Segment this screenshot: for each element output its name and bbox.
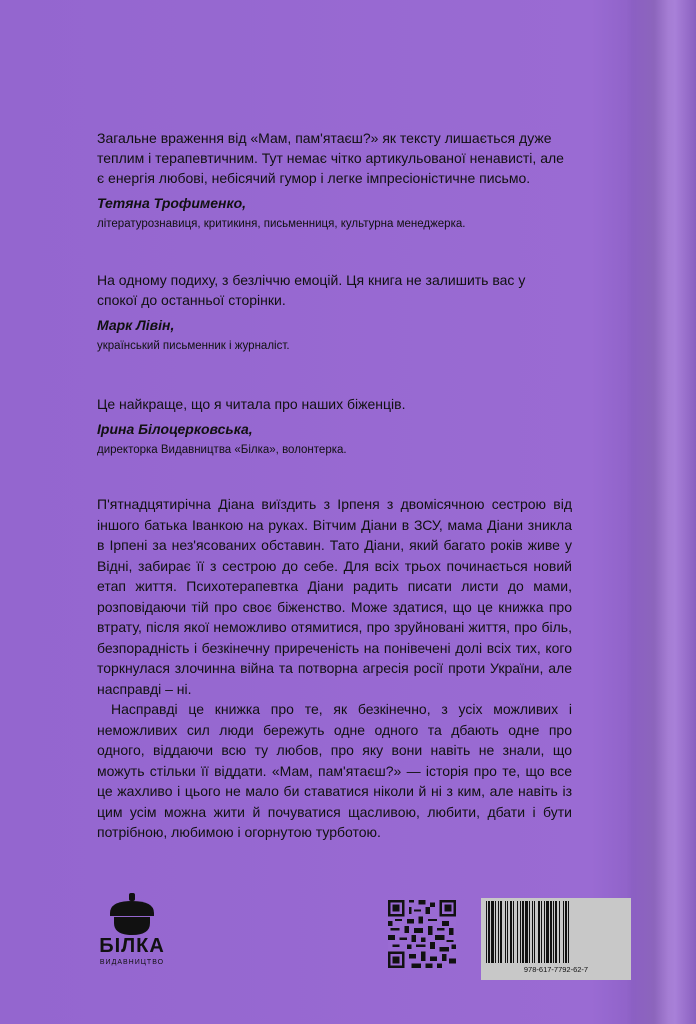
quote-author: Тетяна Трофименко, <box>97 195 247 211</box>
barcode-bar <box>563 901 564 963</box>
quote-author: Марк Лівін, <box>97 317 175 333</box>
spine-shadow <box>626 0 696 1024</box>
barcode-bar <box>495 901 496 963</box>
barcode-bar <box>553 901 554 963</box>
barcode-bar <box>565 901 567 963</box>
barcode-bar <box>505 901 506 963</box>
quote-block <box>97 270 567 354</box>
barcode-bar <box>520 901 521 963</box>
book-description <box>97 494 572 843</box>
barcode-bar <box>559 901 560 963</box>
barcode-bar <box>498 901 499 963</box>
quote-author: Ірина Білоцерковська, <box>97 421 253 437</box>
barcode-bar <box>500 901 502 963</box>
barcode-bar <box>522 901 524 963</box>
barcode-bar <box>555 901 557 963</box>
quote-text: Загальне враження від «Мам, пам'ятаєш?» як тексту лишається дуже теплим і терапевтичним. Тут немає чітко артикульованої ненависті, але є енергія любові, небісячий гумор і легке імпресіоністичне письмо. <box>97 130 564 186</box>
barcode-bar <box>507 901 508 963</box>
quotes-section <box>97 128 567 490</box>
barcode-bar <box>513 901 514 963</box>
quote-author-role: директорка Видавництва «Білка», волонтерка. <box>97 444 347 456</box>
barcode-bar <box>529 901 530 963</box>
publisher-name: БІЛКА <box>99 935 165 957</box>
quote-block <box>97 128 567 232</box>
description-paragraph: П'ятнадцятирічна Діана виїздить з Ірпеня з двомісячною сестрою від іншого батька Іванкою на руках. Вітчим Діани в ЗСУ, мама Діани зникла в Ірпені за нез'ясованих обставин. Тато Діани, який багато років живе у Відні, забирає її з сестрою до себе. Для всіх трьох починається новий етап життя. Психотерапевтка Діани радить писати листи до мами, розповідаючи тій про своє біженство. Може здатися, що це книжка про втрату, після якої неможливо отямитися, про зруйновані життя, про біль, безпорадність і безкінечну приреченість на понівечені долі всіх тих, кого торкнулася злочинна війна та потворна агресія росії проти України, але насправді – ні. <box>97 496 572 697</box>
quote-author-role: літературознавиця, критикиня, письменниця, культурна менеджерка. <box>97 218 466 230</box>
barcode-bar <box>541 901 542 963</box>
barcode-bar <box>525 901 528 963</box>
barcode-bar <box>550 901 552 963</box>
quote-text: На одному подиху, з безліччю емоцій. Ця книга не залишить вас у спокої до останньої сторінки. <box>97 272 526 308</box>
description-paragraph: Насправді це книжка про те, як безкінечно, з усіх можливих і неможливих сил люди бережуть одне одного та дбають одне про одного, віддаючи всю ту любов, про яку вони навіть не знали, що можуть стільки її віддати. «Мам, пам'ятаєш?» — історія про те, що все це жахливо і цього не мало би ставатися ніколи й ні з ким, але навіть із цим усім можна жити й почуватися щасливою, любити, дбати і бути потрібною, любимою і огорнутою турботою. <box>97 701 572 840</box>
barcode-bar <box>488 901 490 963</box>
barcode-bar <box>532 901 533 963</box>
quote-text: Це найкраще, що я читала про наших біженців. <box>97 396 406 412</box>
barcode-bar <box>534 901 535 963</box>
isbn-number: 978-617-7792-62-7 <box>523 965 589 974</box>
barcode-bar <box>491 901 494 963</box>
barcode-bar <box>510 901 512 963</box>
barcode-bar <box>568 901 569 963</box>
quote-author-role: український письменник і журналіст. <box>97 340 290 352</box>
barcode-bar <box>517 901 518 963</box>
quote-block <box>97 394 567 458</box>
barcode-bar <box>486 901 487 963</box>
qr-code <box>388 900 456 968</box>
isbn-barcode <box>484 901 628 963</box>
barcode-bar <box>544 901 545 963</box>
barcode-bar <box>538 901 540 963</box>
barcode-bar <box>546 901 549 963</box>
publisher-subtitle: ВИДАВНИЦТВО <box>99 959 165 966</box>
